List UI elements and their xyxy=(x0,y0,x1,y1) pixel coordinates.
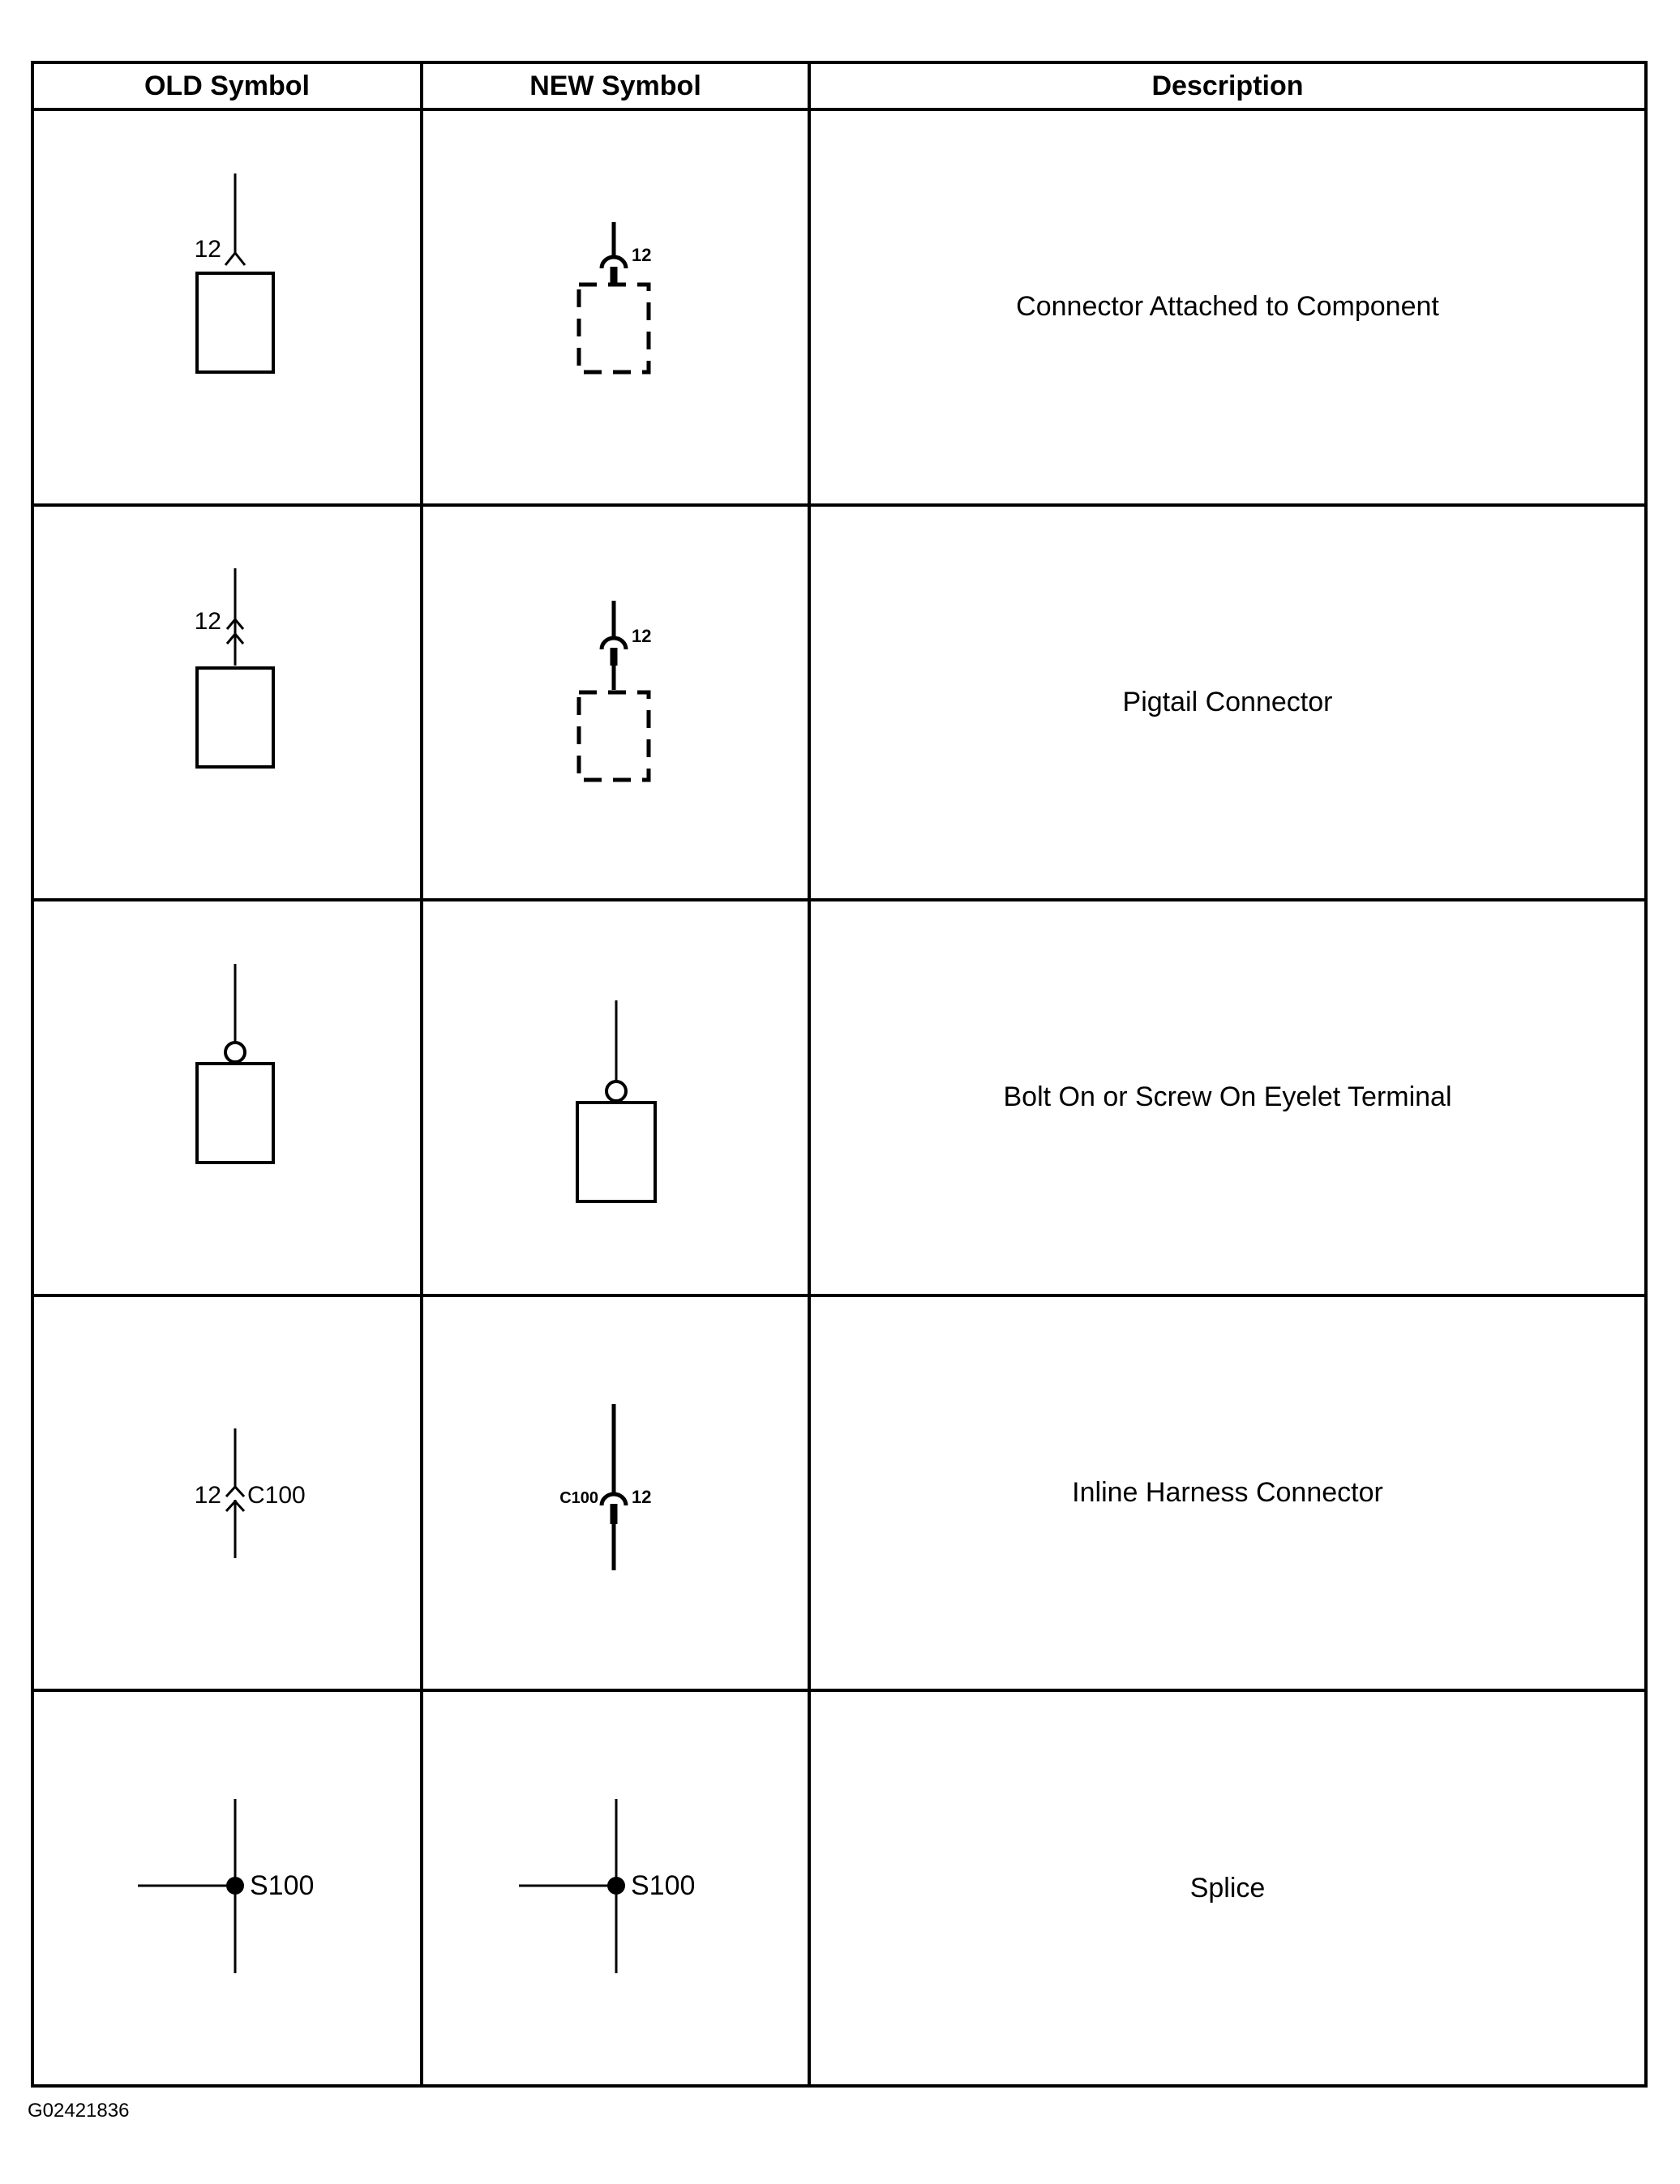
old-pigtail-connector-symbol xyxy=(36,507,418,897)
pin-number-label: 12 xyxy=(632,1486,652,1507)
new-symbol-header: NEW Symbol xyxy=(422,62,809,109)
new-eyelet-terminal-symbol xyxy=(425,903,806,1292)
splice-id-label: S100 xyxy=(250,1870,315,1902)
new-pigtail-connector-symbol xyxy=(425,507,806,897)
old-symbol-cell xyxy=(32,1295,422,1691)
splice-id-label: S100 xyxy=(631,1870,696,1902)
new-inline-connector-symbol xyxy=(425,1299,806,1688)
new-splice-symbol xyxy=(425,1694,806,2083)
new-symbol-cell xyxy=(422,109,809,505)
header-row xyxy=(32,62,1646,109)
old-symbol-cell xyxy=(32,1690,422,2086)
connector-id-label: C100 xyxy=(559,1488,598,1507)
old-symbol-cell xyxy=(32,505,422,901)
pin-number-label: 12 xyxy=(194,235,221,263)
table-row xyxy=(32,1690,1646,2086)
pin-number-label: 12 xyxy=(632,244,652,265)
table-row xyxy=(32,900,1646,1295)
old-eyelet-terminal-symbol xyxy=(36,903,418,1292)
description-cell: Connector Attached to Component xyxy=(809,109,1646,505)
old-inline-connector-symbol xyxy=(36,1299,418,1688)
old-symbol-cell xyxy=(32,109,422,505)
pin-number-label: 12 xyxy=(194,1481,221,1509)
old-connector-attached-symbol xyxy=(36,113,418,502)
new-symbol-cell xyxy=(422,1295,809,1691)
table-row xyxy=(32,1295,1646,1691)
pin-number-label: 12 xyxy=(632,626,652,647)
table-row xyxy=(32,109,1646,505)
symbol-comparison-table xyxy=(31,61,1648,2088)
new-symbol-cell xyxy=(422,900,809,1295)
description-cell: Pigtail Connector xyxy=(809,505,1646,901)
old-symbol-cell xyxy=(32,900,422,1295)
new-symbol-cell xyxy=(422,505,809,901)
old-splice-symbol xyxy=(36,1694,418,2083)
old-symbol-header: OLD Symbol xyxy=(32,62,422,109)
connector-id-label: C100 xyxy=(247,1481,306,1509)
description-cell: Splice xyxy=(809,1690,1646,2086)
figure-id: G02421836 xyxy=(28,2100,130,2122)
new-symbol-cell xyxy=(422,1690,809,2086)
description-header: Description xyxy=(809,62,1646,109)
description-cell: Inline Harness Connector xyxy=(809,1295,1646,1691)
table-row xyxy=(32,505,1646,901)
new-connector-attached-symbol xyxy=(425,113,806,502)
description-cell: Bolt On or Screw On Eyelet Terminal xyxy=(809,900,1646,1295)
pin-number-label: 12 xyxy=(194,608,221,636)
